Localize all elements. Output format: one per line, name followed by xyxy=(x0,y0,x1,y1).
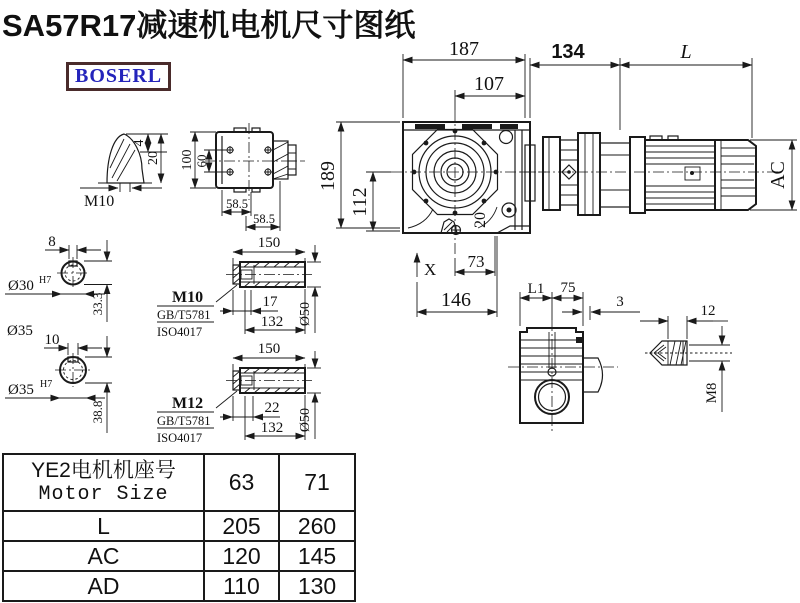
technical-drawing xyxy=(0,40,800,453)
dim-dia50-a: Ø50 xyxy=(298,301,313,327)
dim-58-5-a: 58.5 xyxy=(226,197,248,211)
dim-20-step: 20 xyxy=(472,212,489,228)
dim-m8: M8 xyxy=(704,382,720,404)
shaft-detail-m10 xyxy=(157,235,321,339)
dim-75: 75 xyxy=(560,280,576,296)
dim-107: 107 xyxy=(474,73,504,95)
shaft2-std2: ISO4017 xyxy=(157,431,203,445)
row-value: 120 xyxy=(204,541,279,571)
dim-10: 10 xyxy=(44,332,60,348)
row-value: 130 xyxy=(279,571,355,601)
shaft2-thread: M12 xyxy=(172,395,204,412)
dim-60: 60 xyxy=(194,154,209,168)
row-label: AD xyxy=(3,571,204,601)
dim-dia35h7: Ø35 xyxy=(8,382,34,398)
table-row-ac xyxy=(3,541,355,571)
shaft-detail-m12 xyxy=(157,341,321,445)
header-motor-size-cell xyxy=(3,454,204,511)
header-size-63: 63 xyxy=(204,454,279,511)
dim-58-5-b: 58.5 xyxy=(253,212,275,226)
dim-dia50-b: Ø50 xyxy=(298,407,313,433)
dim-dia35-label: Ø35 xyxy=(7,323,33,339)
dim-20-eyebolt: 20 xyxy=(146,151,161,165)
row-value: 110 xyxy=(204,571,279,601)
dim-x-marker: X xyxy=(424,260,437,279)
page-title: SA57R17减速机电机尺寸图纸 xyxy=(2,8,416,43)
dim-150-a: 150 xyxy=(257,235,281,251)
dim-dia35-tol: H7 xyxy=(40,379,53,390)
dim-33-3: 33.3 xyxy=(90,292,105,316)
dim-dia30: Ø30 xyxy=(8,278,34,294)
dim-73: 73 xyxy=(467,252,485,271)
dim-17: 17 xyxy=(262,294,278,310)
brand-logo-text: BOSERL xyxy=(75,65,163,87)
gearbox-end-view xyxy=(508,280,640,432)
dim-22: 22 xyxy=(264,400,280,416)
dim-132-a: 132 xyxy=(260,314,284,330)
dim-189: 189 xyxy=(317,161,339,191)
row-value: 145 xyxy=(279,541,355,571)
dim-l1: L1 xyxy=(527,281,545,297)
header-size-71: 71 xyxy=(279,454,355,511)
header-en: Motor Size xyxy=(38,482,169,506)
table-row-ad xyxy=(3,571,355,601)
table-header-row xyxy=(3,454,355,511)
shaft1-thread: M10 xyxy=(172,289,204,306)
table-row-l xyxy=(3,511,355,541)
eyebolt-detail-m8 xyxy=(640,303,732,412)
flange-top-view xyxy=(180,123,305,231)
motor-size-table xyxy=(2,453,356,602)
dim-146: 146 xyxy=(441,289,471,311)
dim-l: L xyxy=(680,41,692,63)
dim-187: 187 xyxy=(449,40,479,60)
dim-3: 3 xyxy=(616,294,624,310)
header-cn: YE2电机机座号 xyxy=(31,458,176,482)
shaft1-std2: ISO4017 xyxy=(157,325,203,339)
dim-100: 100 xyxy=(180,149,195,171)
row-value: 260 xyxy=(279,511,355,541)
row-value: 205 xyxy=(204,511,279,541)
dim-112: 112 xyxy=(349,187,371,217)
shaft2-std1: GB/T5781 xyxy=(157,414,211,428)
row-label: AC xyxy=(3,541,204,571)
shaft1-std1: GB/T5781 xyxy=(157,308,211,322)
motor-side-view xyxy=(520,41,797,215)
dim-150-b: 150 xyxy=(257,341,281,357)
row-label: L xyxy=(3,511,204,541)
dim-4: 4 xyxy=(132,139,147,147)
gearbox-front-view xyxy=(317,40,546,317)
bore-section-35 xyxy=(5,332,112,433)
dim-132-b: 132 xyxy=(260,420,284,436)
dim-8: 8 xyxy=(48,234,56,250)
dim-12: 12 xyxy=(700,303,716,319)
dim-38-8: 38.8 xyxy=(90,400,105,424)
dim-m10-eyebolt: M10 xyxy=(84,193,115,210)
eyebolt-detail-top xyxy=(80,134,168,210)
bore-section-30 xyxy=(5,234,112,339)
dim-134: 134 xyxy=(551,41,585,63)
dim-ac: AC xyxy=(767,161,789,189)
dim-dia30-tol: H7 xyxy=(39,275,52,286)
